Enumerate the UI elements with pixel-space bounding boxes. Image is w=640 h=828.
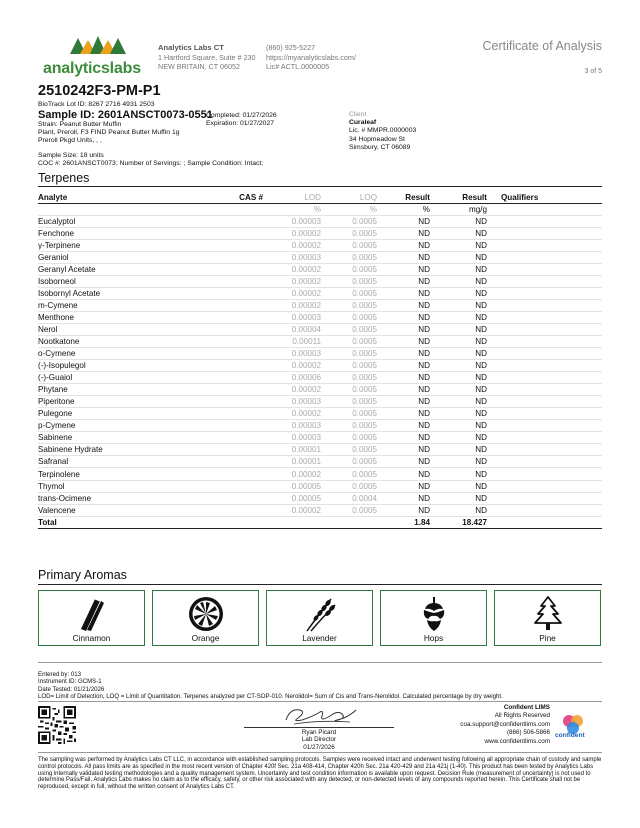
table-row [38, 504, 602, 516]
cell-qualifiers [487, 360, 602, 372]
cell-loq: 0.0005 [321, 227, 377, 239]
cell-result-mg: ND [430, 444, 487, 456]
signature-line [244, 727, 394, 728]
lab-website-link[interactable]: https://myanalyticslabs.com/ [266, 52, 356, 62]
cell-cas [188, 372, 263, 384]
unit-result-pct: % [377, 203, 430, 215]
cell-qualifiers [487, 251, 602, 263]
table-row [38, 372, 602, 384]
cell-analyte: γ-Terpinene [38, 239, 188, 251]
cell-qualifiers [487, 444, 602, 456]
cell-result-mg: ND [430, 396, 487, 408]
cell-lod: 0.00003 [263, 420, 321, 432]
cell-result-mg: ND [430, 420, 487, 432]
cell-result-pct: ND [377, 275, 430, 287]
aroma-label: Lavender [302, 633, 337, 643]
cell-analyte: (-)-Isopulegol [38, 360, 188, 372]
cell-result-mg: ND [430, 372, 487, 384]
cell-qualifiers [487, 299, 602, 311]
col-analyte: Analyte [38, 193, 68, 203]
cell-qualifiers [487, 480, 602, 492]
cell-result-mg: ND [430, 432, 487, 444]
cell-cas [188, 492, 263, 504]
cell-lod: 0.00005 [263, 492, 321, 504]
primary-aromas-title: Primary Aromas [38, 568, 127, 582]
cell-lod: 0.00003 [263, 215, 321, 227]
cell-result-pct: ND [377, 432, 430, 444]
aroma-label: Pine [539, 633, 556, 643]
cell-lod: 0.00006 [263, 372, 321, 384]
cell-cas [188, 480, 263, 492]
cell-cas [188, 239, 263, 251]
date-tested: Date Tested: 01/21/2026 [38, 685, 105, 693]
cell-result-mg: ND [430, 456, 487, 468]
cell-result-mg: ND [430, 408, 487, 420]
cell-analyte: Eucalyptol [38, 215, 188, 227]
signoff-date: 01/27/2026 [303, 743, 335, 751]
col-result-pct: Result [405, 193, 430, 203]
sample-desc-line1: Plant, Preroll, F3 FIND Peanut Butter Muffin 1g [38, 129, 180, 137]
table-row [38, 492, 602, 504]
cell-lod: 0.00002 [263, 227, 321, 239]
table-row [38, 251, 602, 263]
client-name: Curaleaf [349, 119, 377, 127]
cell-analyte: m-Cymene [38, 299, 188, 311]
cell-analyte: Isoborneol [38, 275, 188, 287]
cell-result-mg: ND [430, 263, 487, 275]
coc-info: COC #: 2601ANSCT0073; Number of Servings: ; Sample Condition: Intact; [38, 160, 264, 168]
client-block [349, 111, 416, 152]
qr-code-icon[interactable] [38, 706, 76, 744]
cell-lod: 0.00002 [263, 360, 321, 372]
sample-description [38, 121, 218, 146]
cell-loq: 0.0005 [321, 360, 377, 372]
document-title: Certificate of Analysis [482, 39, 602, 53]
table-row [38, 263, 602, 275]
aroma-label: Orange [191, 633, 220, 643]
cell-qualifiers [487, 420, 602, 432]
director-name: Ryan Picard [301, 729, 337, 736]
cell-total-label: Total [38, 516, 188, 528]
cell-result-pct: ND [377, 420, 430, 432]
cell-loq: 0.0005 [321, 311, 377, 323]
cell-total-mg: 18.427 [430, 516, 487, 528]
col-lod: LOD [304, 193, 321, 203]
cell-result-pct: ND [377, 480, 430, 492]
cell-result-pct: ND [377, 311, 430, 323]
cell-loq: 0.0005 [321, 263, 377, 275]
cell-qualifiers [487, 215, 602, 227]
cell-analyte: Geranyl Acetate [38, 263, 188, 275]
cell-analyte: Sabinene Hydrate [38, 444, 188, 456]
cell-result-pct: ND [377, 335, 430, 347]
cell-result-pct: ND [377, 408, 430, 420]
cell-lod: 0.00011 [263, 335, 321, 347]
lims-rights: All Rights Reserved [494, 712, 550, 720]
aroma-card-pine [494, 590, 601, 646]
cell-analyte: Thymol [38, 480, 188, 492]
aroma-card-lavender [266, 590, 373, 646]
client-address-line1: 34 Hopmeadow St [349, 135, 405, 143]
table-row [38, 287, 602, 299]
cell-result-mg: ND [430, 480, 487, 492]
unit-loq: % [321, 203, 377, 215]
cell-cas [188, 275, 263, 287]
cell-result-mg: ND [430, 227, 487, 239]
cell-qualifiers [487, 504, 602, 516]
cell-lod: 0.00002 [263, 299, 321, 311]
cell-cas [188, 456, 263, 468]
cell-result-mg: ND [430, 335, 487, 347]
aroma-label: Cinnamon [72, 633, 111, 643]
section-divider [38, 186, 602, 187]
cell-analyte: Fenchone [38, 227, 188, 239]
units-cell-empty [38, 203, 188, 215]
units-row [38, 203, 602, 215]
cell-qualifiers [487, 348, 602, 360]
units-cell-empty [188, 203, 263, 215]
cell-analyte: Isobornyl Acetate [38, 287, 188, 299]
cell-qualifiers [487, 408, 602, 420]
signature-icon [280, 702, 360, 728]
cell-empty [321, 516, 377, 528]
table-row [38, 227, 602, 239]
table-total-row [38, 516, 602, 528]
cell-result-pct: ND [377, 227, 430, 239]
lavender-icon [301, 595, 339, 633]
cell-lod: 0.00001 [263, 444, 321, 456]
cell-lod: 0.00002 [263, 275, 321, 287]
cell-qualifiers [487, 396, 602, 408]
sample-desc-line2: Preroll Pkgd Units, , , [38, 137, 102, 145]
table-row [38, 360, 602, 372]
cell-qualifiers [487, 372, 602, 384]
table-row [38, 432, 602, 444]
cell-qualifiers [487, 492, 602, 504]
cell-lod: 0.00004 [263, 323, 321, 335]
cell-result-pct: ND [377, 299, 430, 311]
client-label: Client [349, 111, 367, 118]
terpenes-table [38, 193, 602, 529]
cell-analyte: Sabinene [38, 432, 188, 444]
cell-qualifiers [487, 468, 602, 480]
cell-cas [188, 323, 263, 335]
cell-result-mg: ND [430, 287, 487, 299]
table-row [38, 215, 602, 227]
disclaimer: The sampling was performed by Analytics Labs CT LLC, in accordance with established sampling protocols. Samples were received intact and underwent testing following all appropriate chain of custody and sample control protocols. All pass limits are as specified in the most recent version of Chapter 420f Sec. 21a 408-414, Chapter 420h Sec. 21a 420-429 and 21a 421j (1-40). This product has been tested by Analytics Labs using internally validated testing methodologies and a quality management system. Uncertainty and test condition information is available upon request. Decision Rule (measurement of uncertainty) is not used to determine Pass/Fail. Analytics Labs makes no claim as to the efficacy, safety, or other risk associated with any detected, or non-detected levels of any compounds reported herein. This Certificate shall not be reproduced, except in full, without the written consent of Analytics Labs CT. [38, 757, 602, 791]
cell-result-pct: ND [377, 492, 430, 504]
cell-cas [188, 251, 263, 263]
method-info [38, 671, 503, 700]
cell-lod: 0.00002 [263, 408, 321, 420]
cell-qualifiers [487, 384, 602, 396]
cell-analyte: Geraniol [38, 251, 188, 263]
method-note: LOD= Limit of Detection, LOQ = Limit of Quantitation. Terpenes analyzed per CT-SOP-010. Nerolidol= Sum of Cis and Trans-Nerolidol. Calculated percentage by dry weight. [38, 692, 503, 700]
cell-loq: 0.0005 [321, 215, 377, 227]
cell-cas [188, 360, 263, 372]
cell-result-pct: ND [377, 251, 430, 263]
cell-result-pct: ND [377, 468, 430, 480]
cell-analyte: Menthone [38, 311, 188, 323]
cell-result-pct: ND [377, 263, 430, 275]
cell-qualifiers [487, 432, 602, 444]
cell-result-pct: ND [377, 456, 430, 468]
cell-lod: 0.00003 [263, 251, 321, 263]
sample-size: Sample Size: 18 units [38, 152, 104, 159]
cell-loq: 0.0005 [321, 480, 377, 492]
cell-result-pct: ND [377, 504, 430, 516]
cell-analyte: Safranal [38, 456, 188, 468]
cell-result-pct: ND [377, 215, 430, 227]
cell-result-pct: ND [377, 396, 430, 408]
cell-result-pct: ND [377, 372, 430, 384]
units-cell-empty [487, 203, 602, 215]
cell-loq: 0.0005 [321, 239, 377, 251]
cell-loq: 0.0005 [321, 299, 377, 311]
cell-lod: 0.00003 [263, 311, 321, 323]
biotrack-lot-id: BioTrack Lot ID: 8267 2716 4931 2503 [38, 101, 155, 108]
cell-loq: 0.0005 [321, 348, 377, 360]
cell-result-pct: ND [377, 348, 430, 360]
cell-loq: 0.0005 [321, 432, 377, 444]
cell-qualifiers [487, 456, 602, 468]
cell-result-pct: ND [377, 444, 430, 456]
director-signoff [244, 729, 394, 751]
cell-result-mg: ND [430, 275, 487, 287]
cell-loq: 0.0005 [321, 384, 377, 396]
cell-empty [487, 516, 602, 528]
entered-by: Entered by: 013 [38, 671, 82, 678]
table-row [38, 348, 602, 360]
cell-lod: 0.00003 [263, 348, 321, 360]
cell-cas [188, 263, 263, 275]
table-row [38, 323, 602, 335]
cell-loq: 0.0005 [321, 372, 377, 384]
cell-loq: 0.0005 [321, 323, 377, 335]
page-number: 3 of 5 [584, 68, 602, 75]
lims-name: Confident LIMS [503, 704, 550, 711]
cinnamon-icon [73, 595, 111, 633]
confident-logo-text: confident [555, 732, 585, 739]
cell-lod: 0.00001 [263, 456, 321, 468]
cell-loq: 0.0005 [321, 444, 377, 456]
cell-cas [188, 444, 263, 456]
cell-analyte: Pulegone [38, 408, 188, 420]
cell-cas [188, 420, 263, 432]
client-address-line2: Simsbury, CT 06089 [349, 143, 411, 151]
cell-result-pct: ND [377, 323, 430, 335]
cell-result-mg: ND [430, 239, 487, 251]
aroma-card-orange [152, 590, 259, 646]
cell-analyte: Nerol [38, 323, 188, 335]
cell-qualifiers [487, 263, 602, 275]
section-divider [38, 584, 602, 585]
cell-result-pct: ND [377, 384, 430, 396]
cell-cas [188, 432, 263, 444]
col-cas: CAS # [239, 193, 263, 203]
unit-result-mg: mg/g [430, 203, 487, 215]
cell-analyte: Terpinolene [38, 468, 188, 480]
cell-qualifiers [487, 275, 602, 287]
cell-loq: 0.0005 [321, 251, 377, 263]
cell-total-pct: 1.84 [377, 516, 430, 528]
client-license: Lic. # MMPR.0000003 [349, 127, 417, 135]
terpenes-section-title: Terpenes [38, 171, 90, 185]
expiration-date: Expiration: 01/27/2027 [206, 120, 275, 128]
cell-result-mg: ND [430, 468, 487, 480]
completed-date: Completed: 01/27/2026 [206, 112, 277, 119]
aroma-card-cinnamon [38, 590, 145, 646]
lims-website-link[interactable]: www.confidentlims.com [484, 737, 550, 745]
cell-lod: 0.00002 [263, 263, 321, 275]
cell-loq: 0.0005 [321, 396, 377, 408]
table-row [38, 384, 602, 396]
cell-qualifiers [487, 287, 602, 299]
cell-result-pct: ND [377, 360, 430, 372]
sample-id: Sample ID: 2601ANSCT0073-0551 [38, 109, 213, 121]
table-row [38, 299, 602, 311]
cell-lod: 0.00002 [263, 287, 321, 299]
cell-qualifiers [487, 227, 602, 239]
cell-cas [188, 504, 263, 516]
cell-cas [188, 227, 263, 239]
col-qualifiers: Qualifiers [501, 193, 539, 203]
cell-lod: 0.00002 [263, 468, 321, 480]
table-row [38, 468, 602, 480]
cell-loq: 0.0005 [321, 275, 377, 287]
sample-strain: Strain: Peanut Butter Muffin [38, 121, 122, 128]
cell-qualifiers [487, 239, 602, 251]
cell-empty [188, 516, 263, 528]
cell-lod: 0.00002 [263, 239, 321, 251]
logo-text: analyticslabs [43, 60, 141, 77]
cell-analyte: Nootkatone [38, 335, 188, 347]
cell-cas [188, 396, 263, 408]
lims-phone: (866) 506-5866 [506, 729, 550, 737]
cell-lod: 0.00003 [263, 396, 321, 408]
cell-lod: 0.00003 [263, 432, 321, 444]
cell-analyte: Valencene [38, 504, 188, 516]
cell-result-pct: ND [377, 239, 430, 251]
cell-lod: 0.00005 [263, 480, 321, 492]
lab-name: Analytics Labs CT [158, 43, 224, 52]
cell-cas [188, 408, 263, 420]
cell-cas [188, 384, 263, 396]
lims-email-link[interactable]: coa.support@confidentlims.com [460, 720, 550, 728]
lab-contact [266, 43, 356, 72]
table-row [38, 480, 602, 492]
cell-result-mg: ND [430, 311, 487, 323]
lab-license: Lic# ACTL.0000005 [266, 62, 330, 71]
cell-cas [188, 311, 263, 323]
lab-address [158, 43, 256, 72]
cell-loq: 0.0005 [321, 408, 377, 420]
cell-result-pct: ND [377, 287, 430, 299]
pine-icon [529, 595, 567, 633]
cell-loq: 0.0005 [321, 456, 377, 468]
cell-result-mg: ND [430, 348, 487, 360]
cell-loq: 0.0005 [321, 287, 377, 299]
cell-qualifiers [487, 323, 602, 335]
cell-result-mg: ND [430, 360, 487, 372]
cell-cas [188, 348, 263, 360]
orange-icon [187, 595, 225, 633]
table-row [38, 311, 602, 323]
col-loq: LOQ [359, 193, 377, 203]
footer-divider [38, 752, 602, 753]
cell-result-mg: ND [430, 215, 487, 227]
director-title: Lab Director [301, 736, 337, 744]
cell-qualifiers [487, 335, 602, 347]
table-row [38, 408, 602, 420]
cell-loq: 0.0004 [321, 492, 377, 504]
sample-dates [206, 112, 277, 129]
cell-loq: 0.0005 [321, 468, 377, 480]
aroma-label: Hops [423, 633, 444, 643]
cell-cas [188, 287, 263, 299]
cell-cas [188, 215, 263, 227]
cell-cas [188, 299, 263, 311]
report-header [0, 0, 640, 80]
cell-result-mg: ND [430, 492, 487, 504]
table-header-row [38, 193, 602, 203]
table-row [38, 335, 602, 347]
cell-cas [188, 468, 263, 480]
sample-code: 2510242F3-PM-P1 [38, 83, 161, 99]
table-row [38, 444, 602, 456]
cell-result-mg: ND [430, 323, 487, 335]
cell-cas [188, 335, 263, 347]
cell-loq: 0.0005 [321, 335, 377, 347]
cell-analyte: Piperitone [38, 396, 188, 408]
cell-analyte: Phytane [38, 384, 188, 396]
cell-analyte: o-Cymene [38, 348, 188, 360]
cell-empty [263, 516, 321, 528]
lims-info [460, 704, 550, 746]
cell-result-mg: ND [430, 251, 487, 263]
cell-analyte: (-)-Guaiol [38, 372, 188, 384]
cell-qualifiers [487, 311, 602, 323]
aroma-card-hops [380, 590, 487, 646]
cell-result-mg: ND [430, 504, 487, 516]
cell-lod: 0.00002 [263, 384, 321, 396]
cell-loq: 0.0005 [321, 504, 377, 516]
table-row [38, 239, 602, 251]
table-row [38, 275, 602, 287]
cell-result-mg: ND [430, 384, 487, 396]
col-result-mg: Result [462, 193, 487, 203]
table-row [38, 396, 602, 408]
instrument-id: Instrument ID: GCMS-1 [38, 678, 102, 686]
cell-lod: 0.00002 [263, 504, 321, 516]
unit-lod: % [263, 203, 321, 215]
table-row [38, 456, 602, 468]
lab-address-line1: 1 Hartford Square, Suite # 230 [158, 52, 256, 62]
cell-analyte: trans-Ocimene [38, 492, 188, 504]
footer-divider [38, 662, 602, 663]
lab-phone: (860) 925-5227 [266, 43, 316, 52]
hops-icon [415, 595, 453, 633]
table-row [38, 420, 602, 432]
cell-analyte: p-Cymene [38, 420, 188, 432]
cell-result-mg: ND [430, 299, 487, 311]
lab-address-line2: NEW BRITAIN, CT 06052 [158, 62, 241, 71]
cell-loq: 0.0005 [321, 420, 377, 432]
sample-size-block [38, 152, 263, 168]
